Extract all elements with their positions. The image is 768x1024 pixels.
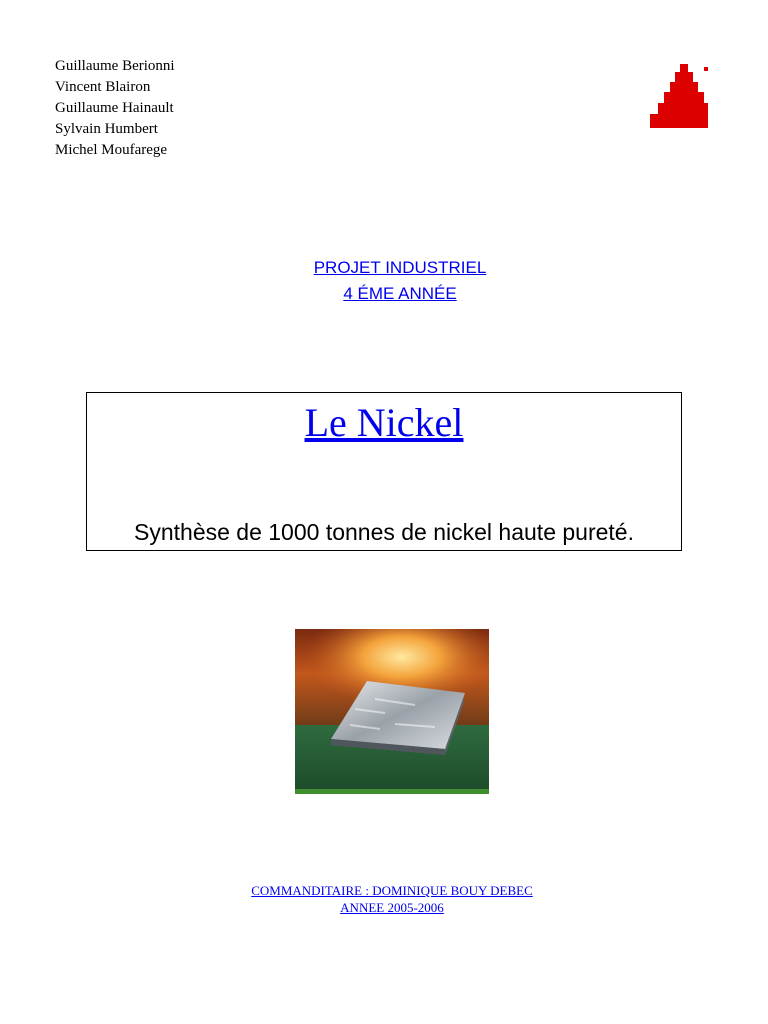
- document-subtitle: Synthèse de 1000 tonnes de nickel haute pureté.: [134, 519, 634, 545]
- author-name: Guillaume Berionni: [55, 58, 175, 74]
- authors-list: [55, 56, 175, 161]
- author-name: Michel Moufarege: [55, 142, 168, 158]
- project-year-link[interactable]: 4 ÉME ANNÉE: [343, 284, 457, 303]
- footer: [0, 882, 768, 916]
- author-name: Sylvain Humbert: [55, 121, 158, 137]
- sponsor-link[interactable]: COMMANDITAIRE : DOMINIQUE BOUY DEBEC: [251, 883, 533, 898]
- year-link[interactable]: ANNEE 2005-2006: [340, 900, 444, 915]
- nickel-plate-photo-icon: [295, 629, 489, 794]
- author-name: Guillaume Hainault: [55, 100, 174, 116]
- project-heading: [0, 255, 768, 307]
- title-link[interactable]: Le Nickel: [304, 400, 464, 445]
- document-title: [0, 398, 768, 448]
- author-name: Vincent Blairon: [55, 79, 151, 95]
- project-title-link[interactable]: PROJET INDUSTRIEL: [313, 258, 487, 277]
- school-logo-icon: [600, 60, 712, 134]
